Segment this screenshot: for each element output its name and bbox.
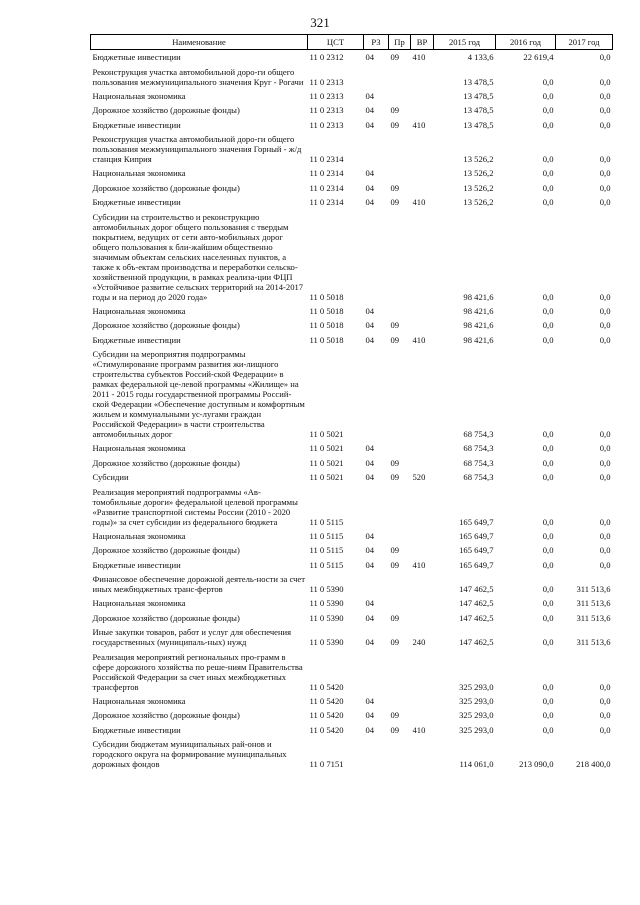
row-rz-cell bbox=[364, 347, 389, 441]
row-2015-cell: 68 754,3 bbox=[463, 429, 494, 440]
row-2015-cell: 13 526,2 bbox=[463, 182, 494, 193]
row-name-cell: Субсидии bbox=[92, 472, 129, 483]
row-pr-cell: 09 bbox=[390, 182, 400, 193]
row-name-cell: Дорожное хозяйство (дорожные фонды) bbox=[92, 182, 240, 193]
budget-table bbox=[90, 34, 613, 771]
row-2016-cell: 0,0 bbox=[542, 584, 554, 595]
table-row bbox=[91, 181, 613, 195]
table-row bbox=[91, 708, 613, 722]
table-row bbox=[91, 441, 613, 455]
row-pr-cell: 09 bbox=[390, 197, 400, 208]
row-vr-cell bbox=[411, 103, 434, 117]
row-2015-cell: 98 421,6 bbox=[463, 291, 494, 302]
row-2016-cell: 0,0 bbox=[542, 724, 554, 735]
row-2015-cell: 325 293,0 bbox=[459, 695, 494, 706]
row-pr-cell: 09 bbox=[390, 457, 400, 468]
row-pr-cell bbox=[389, 484, 411, 528]
row-cst-cell: 11 0 5018 bbox=[309, 320, 344, 331]
row-rz-cell: 04 bbox=[365, 182, 375, 193]
row-pr-cell: 09 bbox=[390, 724, 400, 735]
table-row bbox=[91, 103, 613, 117]
row-pr-cell bbox=[389, 649, 411, 693]
row-vr-cell bbox=[411, 64, 434, 88]
row-cst-cell: 11 0 5115 bbox=[309, 530, 344, 541]
row-2015-cell: 13 526,2 bbox=[463, 154, 494, 165]
row-cst-cell: 11 0 5018 bbox=[309, 291, 344, 302]
row-2016-cell: 0,0 bbox=[542, 119, 554, 130]
row-cst-cell: 11 0 5390 bbox=[309, 598, 344, 609]
row-2016-cell: 0,0 bbox=[542, 559, 554, 570]
row-cst-cell: 11 0 5115 bbox=[309, 516, 344, 527]
row-rz-cell bbox=[364, 64, 389, 88]
row-2016-cell: 0,0 bbox=[542, 182, 554, 193]
row-cst-cell: 11 0 5390 bbox=[309, 637, 344, 648]
table-row bbox=[91, 166, 613, 180]
row-vr-cell bbox=[411, 572, 434, 596]
row-name-cell: Реконструкция участка автомобильной доро-ги общего пользования межмуниципального значения Круг - Рогачи bbox=[92, 66, 304, 87]
row-2016-cell: 213 090,0 bbox=[519, 759, 554, 770]
row-rz-cell: 04 bbox=[365, 530, 375, 541]
row-name-cell: Дорожное хозяйство (дорожные фонды) bbox=[92, 320, 240, 331]
row-cst-cell: 11 0 5390 bbox=[309, 612, 344, 623]
row-2017-cell: 0,0 bbox=[599, 681, 611, 692]
row-2017-cell: 0,0 bbox=[599, 197, 611, 208]
row-vr-cell bbox=[411, 456, 434, 470]
row-rz-cell: 04 bbox=[365, 305, 375, 316]
row-vr-cell bbox=[411, 529, 434, 543]
row-pr-cell: 09 bbox=[390, 472, 400, 483]
row-2015-cell: 325 293,0 bbox=[459, 724, 494, 735]
row-cst-cell: 11 0 5420 bbox=[309, 695, 344, 706]
row-cst-cell: 11 0 5115 bbox=[309, 559, 344, 570]
row-pr-cell bbox=[389, 89, 411, 103]
row-2017-cell: 0,0 bbox=[599, 443, 611, 454]
row-2016-cell: 0,0 bbox=[542, 695, 554, 706]
row-2017-cell: 0,0 bbox=[599, 119, 611, 130]
row-rz-cell: 04 bbox=[365, 119, 375, 130]
row-pr-cell bbox=[389, 64, 411, 88]
row-name-cell: Национальная экономика bbox=[92, 168, 186, 179]
row-2017-cell: 0,0 bbox=[599, 457, 611, 468]
row-vr-cell: 410 bbox=[412, 334, 426, 345]
row-vr-cell bbox=[411, 209, 434, 303]
row-rz-cell: 04 bbox=[365, 695, 375, 706]
row-rz-cell: 04 bbox=[365, 320, 375, 331]
row-name-cell: Дорожное хозяйство (дорожные фонды) bbox=[92, 457, 240, 468]
row-vr-cell bbox=[411, 181, 434, 195]
row-2016-cell: 0,0 bbox=[542, 472, 554, 483]
row-2017-cell: 0,0 bbox=[599, 105, 611, 116]
table-row bbox=[91, 625, 613, 649]
row-2016-cell: 22 619,4 bbox=[523, 52, 554, 63]
header-pr: Пр bbox=[389, 35, 411, 50]
row-name-cell: Национальная экономика bbox=[92, 305, 186, 316]
table-body bbox=[91, 50, 613, 772]
row-name-cell: Финансовое обеспечение дорожной деятель-ности за счет иных межбюджетных транс-фертов bbox=[92, 574, 305, 595]
table-row bbox=[91, 694, 613, 708]
row-2017-cell: 0,0 bbox=[599, 559, 611, 570]
row-2017-cell: 0,0 bbox=[599, 90, 611, 101]
row-2017-cell: 311 513,6 bbox=[576, 598, 611, 609]
row-2017-cell: 311 513,6 bbox=[576, 584, 611, 595]
row-2015-cell: 165 649,7 bbox=[459, 530, 494, 541]
row-2017-cell: 0,0 bbox=[599, 695, 611, 706]
row-vr-cell: 410 bbox=[412, 724, 426, 735]
row-pr-cell bbox=[389, 694, 411, 708]
row-cst-cell: 11 0 5021 bbox=[309, 472, 344, 483]
row-rz-cell: 04 bbox=[365, 457, 375, 468]
table-row bbox=[91, 64, 613, 88]
row-pr-cell bbox=[389, 529, 411, 543]
row-2015-cell: 13 478,5 bbox=[463, 90, 494, 101]
row-cst-cell: 11 0 7151 bbox=[309, 759, 344, 770]
row-vr-cell bbox=[411, 441, 434, 455]
row-rz-cell bbox=[364, 209, 389, 303]
row-2015-cell: 98 421,6 bbox=[463, 305, 494, 316]
row-2016-cell: 0,0 bbox=[542, 598, 554, 609]
row-name-cell: Реконструкция участка автомобильной доро-ги общего пользования межмуниципального значения Горный - ж/д станция Киприя bbox=[92, 134, 302, 165]
row-2015-cell: 147 462,5 bbox=[459, 612, 494, 623]
row-rz-cell: 04 bbox=[365, 598, 375, 609]
row-name-cell: Дорожное хозяйство (дорожные фонды) bbox=[92, 105, 240, 116]
row-vr-cell bbox=[411, 166, 434, 180]
row-2015-cell: 165 649,7 bbox=[459, 559, 494, 570]
row-rz-cell: 04 bbox=[365, 545, 375, 556]
row-rz-cell: 04 bbox=[365, 724, 375, 735]
row-rz-cell: 04 bbox=[365, 334, 375, 345]
row-2017-cell: 0,0 bbox=[599, 545, 611, 556]
row-cst-cell: 11 0 5420 bbox=[309, 710, 344, 721]
row-name-cell: Национальная экономика bbox=[92, 90, 186, 101]
page-number: 321 bbox=[310, 15, 330, 30]
row-2017-cell: 0,0 bbox=[599, 334, 611, 345]
row-2017-cell: 311 513,6 bbox=[576, 612, 611, 623]
table-row bbox=[91, 649, 613, 693]
row-vr-cell bbox=[411, 611, 434, 625]
row-cst-cell: 11 0 5018 bbox=[309, 305, 344, 316]
row-name-cell: Бюджетные инвестиции bbox=[92, 197, 181, 208]
row-name-cell: Бюджетные инвестиции bbox=[92, 119, 181, 130]
table-row bbox=[91, 304, 613, 318]
row-cst-cell: 11 0 2314 bbox=[309, 168, 344, 179]
table-row bbox=[91, 209, 613, 303]
row-vr-cell bbox=[411, 318, 434, 332]
row-2017-cell: 0,0 bbox=[599, 724, 611, 735]
row-name-cell: Бюджетные инвестиции bbox=[92, 559, 181, 570]
row-2017-cell: 0,0 bbox=[599, 168, 611, 179]
row-vr-cell bbox=[411, 694, 434, 708]
row-2017-cell: 0,0 bbox=[599, 52, 611, 63]
row-2015-cell: 13 478,5 bbox=[463, 76, 494, 87]
header-rz: РЗ bbox=[364, 35, 389, 50]
row-2015-cell: 114 061,0 bbox=[459, 759, 494, 770]
table-row bbox=[91, 132, 613, 166]
row-rz-cell bbox=[364, 572, 389, 596]
row-2017-cell: 311 513,6 bbox=[576, 637, 611, 648]
row-vr-cell bbox=[411, 543, 434, 557]
row-2015-cell: 325 293,0 bbox=[459, 681, 494, 692]
row-name-cell: Национальная экономика bbox=[92, 530, 186, 541]
table-row bbox=[91, 456, 613, 470]
table-row bbox=[91, 118, 613, 132]
row-pr-cell: 09 bbox=[390, 612, 400, 623]
row-2017-cell: 0,0 bbox=[599, 76, 611, 87]
row-name-cell: Субсидии бюджетам муниципальных рай-онов и городского округа на формирование муниципальных дорожных фондов bbox=[92, 739, 287, 770]
row-2015-cell: 147 462,5 bbox=[459, 598, 494, 609]
row-cst-cell: 11 0 2313 bbox=[309, 76, 344, 87]
table-row bbox=[91, 470, 613, 484]
row-2016-cell: 0,0 bbox=[542, 291, 554, 302]
row-2016-cell: 0,0 bbox=[542, 681, 554, 692]
row-vr-cell bbox=[411, 708, 434, 722]
header-2015: 2015 год bbox=[434, 35, 496, 50]
row-2016-cell: 0,0 bbox=[542, 76, 554, 87]
row-2016-cell: 0,0 bbox=[542, 320, 554, 331]
row-2017-cell: 0,0 bbox=[599, 320, 611, 331]
row-cst-cell: 11 0 2313 bbox=[309, 105, 344, 116]
row-vr-cell bbox=[411, 347, 434, 441]
row-vr-cell: 410 bbox=[412, 52, 426, 63]
row-pr-cell: 09 bbox=[390, 334, 400, 345]
table-row bbox=[91, 558, 613, 572]
row-pr-cell bbox=[389, 347, 411, 441]
row-vr-cell bbox=[411, 132, 434, 166]
row-cst-cell: 11 0 5390 bbox=[309, 584, 344, 595]
row-rz-cell: 04 bbox=[365, 52, 375, 63]
row-2016-cell: 0,0 bbox=[542, 197, 554, 208]
row-name-cell: Дорожное хозяйство (дорожные фонды) bbox=[92, 710, 240, 721]
row-name-cell: Национальная экономика bbox=[92, 695, 186, 706]
row-2015-cell: 165 649,7 bbox=[459, 545, 494, 556]
row-2017-cell: 0,0 bbox=[599, 530, 611, 541]
row-name-cell: Иные закупки товаров, работ и услуг для обеспечения государственных (муниципаль-ных) нужд bbox=[92, 627, 292, 648]
row-2015-cell: 68 754,3 bbox=[463, 443, 494, 454]
row-2017-cell: 0,0 bbox=[599, 429, 611, 440]
row-2017-cell: 0,0 bbox=[599, 710, 611, 721]
row-2016-cell: 0,0 bbox=[542, 429, 554, 440]
row-cst-cell: 11 0 2313 bbox=[309, 119, 344, 130]
table-header-row bbox=[91, 35, 613, 50]
row-name-cell: Субсидии на мероприятия подпрограммы «Стимулирование программ развития жи-лищного строительства субъектов Россий-ской Федерации» в рамках федеральной це-левой программы «Жилище» на 2011 - 2015 годы государственной программы Россий-ской Федерации «Обеспечение доступным и комфортным жильем и коммунальными ус-лугами граждан Российской Федерации» в части строительства автомобильных дорог bbox=[92, 349, 305, 440]
row-2016-cell: 0,0 bbox=[542, 457, 554, 468]
row-2015-cell: 13 478,5 bbox=[463, 105, 494, 116]
row-pr-cell: 09 bbox=[390, 105, 400, 116]
row-name-cell: Бюджетные инвестиции bbox=[92, 334, 181, 345]
row-2015-cell: 4 133,6 bbox=[467, 52, 494, 63]
row-rz-cell: 04 bbox=[365, 637, 375, 648]
row-cst-cell: 11 0 2313 bbox=[309, 90, 344, 101]
row-name-cell: Национальная экономика bbox=[92, 443, 186, 454]
row-cst-cell: 11 0 5021 bbox=[309, 443, 344, 454]
row-2015-cell: 98 421,6 bbox=[463, 334, 494, 345]
table-row bbox=[91, 596, 613, 610]
row-2017-cell: 218 400,0 bbox=[576, 759, 611, 770]
row-pr-cell bbox=[389, 304, 411, 318]
row-vr-cell: 410 bbox=[412, 119, 426, 130]
row-2015-cell: 98 421,6 bbox=[463, 320, 494, 331]
row-vr-cell bbox=[411, 649, 434, 693]
row-2016-cell: 0,0 bbox=[542, 168, 554, 179]
row-cst-cell: 11 0 2314 bbox=[309, 197, 344, 208]
row-2016-cell: 0,0 bbox=[542, 545, 554, 556]
row-rz-cell: 04 bbox=[365, 90, 375, 101]
table-row bbox=[91, 611, 613, 625]
row-vr-cell bbox=[411, 89, 434, 103]
row-vr-cell: 240 bbox=[412, 637, 426, 648]
row-pr-cell bbox=[389, 441, 411, 455]
row-rz-cell: 04 bbox=[365, 197, 375, 208]
row-rz-cell bbox=[364, 132, 389, 166]
row-pr-cell: 09 bbox=[390, 320, 400, 331]
row-2015-cell: 13 526,2 bbox=[463, 168, 494, 179]
row-name-cell: Национальная экономика bbox=[92, 598, 186, 609]
row-cst-cell: 11 0 2314 bbox=[309, 182, 344, 193]
row-cst-cell: 11 0 5021 bbox=[309, 457, 344, 468]
row-rz-cell: 04 bbox=[365, 168, 375, 179]
row-cst-cell: 11 0 5021 bbox=[309, 429, 344, 440]
row-rz-cell bbox=[364, 737, 389, 771]
row-cst-cell: 11 0 2314 bbox=[309, 154, 344, 165]
row-2016-cell: 0,0 bbox=[542, 305, 554, 316]
table-row bbox=[91, 529, 613, 543]
row-2016-cell: 0,0 bbox=[542, 516, 554, 527]
row-vr-cell: 520 bbox=[412, 472, 426, 483]
row-2015-cell: 13 478,5 bbox=[463, 119, 494, 130]
row-pr-cell: 09 bbox=[390, 52, 400, 63]
row-2017-cell: 0,0 bbox=[599, 305, 611, 316]
row-cst-cell: 11 0 2312 bbox=[309, 52, 344, 63]
table-row bbox=[91, 89, 613, 103]
row-vr-cell bbox=[411, 737, 434, 771]
header-2016: 2016 год bbox=[496, 35, 556, 50]
table-row bbox=[91, 737, 613, 771]
row-vr-cell bbox=[411, 484, 434, 528]
row-vr-cell: 410 bbox=[412, 559, 426, 570]
row-name-cell: Дорожное хозяйство (дорожные фонды) bbox=[92, 545, 240, 556]
row-name-cell: Дорожное хозяйство (дорожные фонды) bbox=[92, 612, 240, 623]
row-2017-cell: 0,0 bbox=[599, 516, 611, 527]
row-rz-cell: 04 bbox=[365, 559, 375, 570]
table-row bbox=[91, 347, 613, 441]
row-pr-cell: 09 bbox=[390, 545, 400, 556]
row-vr-cell: 410 bbox=[412, 197, 426, 208]
row-rz-cell bbox=[364, 484, 389, 528]
row-name-cell: Реализация мероприятий региональных про-грамм в сфере дорожного хозяйства по реше-ниям Правительства Российской Федерации за счет иных межбюджетных трансфертов bbox=[92, 651, 303, 692]
row-name-cell: Реализация мероприятий подпрограммы «Ав-томобильные дороги» федеральной целевой программы «Развитие транспортной системы России (2010 - 2020 годы)» за счет субсидии из федерального бюджета bbox=[92, 486, 298, 527]
table-row bbox=[91, 484, 613, 528]
row-pr-cell bbox=[389, 596, 411, 610]
row-rz-cell: 04 bbox=[365, 105, 375, 116]
row-pr-cell bbox=[389, 737, 411, 771]
row-pr-cell: 09 bbox=[390, 710, 400, 721]
row-2016-cell: 0,0 bbox=[542, 443, 554, 454]
row-cst-cell: 11 0 5420 bbox=[309, 681, 344, 692]
row-rz-cell: 04 bbox=[365, 472, 375, 483]
row-cst-cell: 11 0 5115 bbox=[309, 545, 344, 556]
row-2015-cell: 68 754,3 bbox=[463, 457, 494, 468]
row-2015-cell: 147 462,5 bbox=[459, 637, 494, 648]
row-2015-cell: 147 462,5 bbox=[459, 584, 494, 595]
row-vr-cell bbox=[411, 304, 434, 318]
row-pr-cell bbox=[389, 209, 411, 303]
row-2016-cell: 0,0 bbox=[542, 530, 554, 541]
row-pr-cell: 09 bbox=[390, 637, 400, 648]
row-pr-cell: 09 bbox=[390, 559, 400, 570]
row-2016-cell: 0,0 bbox=[542, 334, 554, 345]
row-pr-cell bbox=[389, 132, 411, 166]
row-2017-cell: 0,0 bbox=[599, 182, 611, 193]
row-2017-cell: 0,0 bbox=[599, 154, 611, 165]
row-name-cell: Бюджетные инвестиции bbox=[92, 52, 181, 63]
row-2015-cell: 68 754,3 bbox=[463, 472, 494, 483]
row-rz-cell: 04 bbox=[365, 710, 375, 721]
row-rz-cell bbox=[364, 649, 389, 693]
row-pr-cell bbox=[389, 166, 411, 180]
table-row bbox=[91, 333, 613, 347]
row-2015-cell: 325 293,0 bbox=[459, 710, 494, 721]
row-cst-cell: 11 0 5018 bbox=[309, 334, 344, 345]
row-name-cell: Субсидии на строительство и реконструкцию автомобильных дорог общего пользования с твердым покрытием, ведущих от сети авто-мобильных дорог общего пользования к бли-жайшим общественно значимым объектам сельских населенных пунктов, а также к объ-ектам производства и переработки сельско-хозяйственной продукции, в рамках реализа-ции ФЦП «Устойчивое развитие сельских территорий на 2014-2017 годы и на период до 2020 года» bbox=[92, 211, 304, 302]
header-vr: ВР bbox=[411, 35, 434, 50]
row-2016-cell: 0,0 bbox=[542, 710, 554, 721]
table-row bbox=[91, 572, 613, 596]
row-2016-cell: 0,0 bbox=[542, 154, 554, 165]
row-pr-cell bbox=[389, 572, 411, 596]
row-2016-cell: 0,0 bbox=[542, 90, 554, 101]
table-row bbox=[91, 543, 613, 557]
row-vr-cell bbox=[411, 596, 434, 610]
row-2017-cell: 0,0 bbox=[599, 291, 611, 302]
table-row bbox=[91, 195, 613, 209]
row-2017-cell: 0,0 bbox=[599, 472, 611, 483]
header-cst: ЦСТ bbox=[308, 35, 364, 50]
row-rz-cell: 04 bbox=[365, 612, 375, 623]
row-2016-cell: 0,0 bbox=[542, 612, 554, 623]
table-row bbox=[91, 50, 613, 65]
row-2016-cell: 0,0 bbox=[542, 105, 554, 116]
row-rz-cell: 04 bbox=[365, 443, 375, 454]
table-row bbox=[91, 318, 613, 332]
header-name: Наименование bbox=[91, 35, 308, 50]
row-name-cell: Бюджетные инвестиции bbox=[92, 724, 181, 735]
table-row bbox=[91, 723, 613, 737]
row-2015-cell: 165 649,7 bbox=[459, 516, 494, 527]
row-2015-cell: 13 526,2 bbox=[463, 197, 494, 208]
row-pr-cell: 09 bbox=[390, 119, 400, 130]
header-2017: 2017 год bbox=[556, 35, 613, 50]
row-cst-cell: 11 0 5420 bbox=[309, 724, 344, 735]
row-2016-cell: 0,0 bbox=[542, 637, 554, 648]
